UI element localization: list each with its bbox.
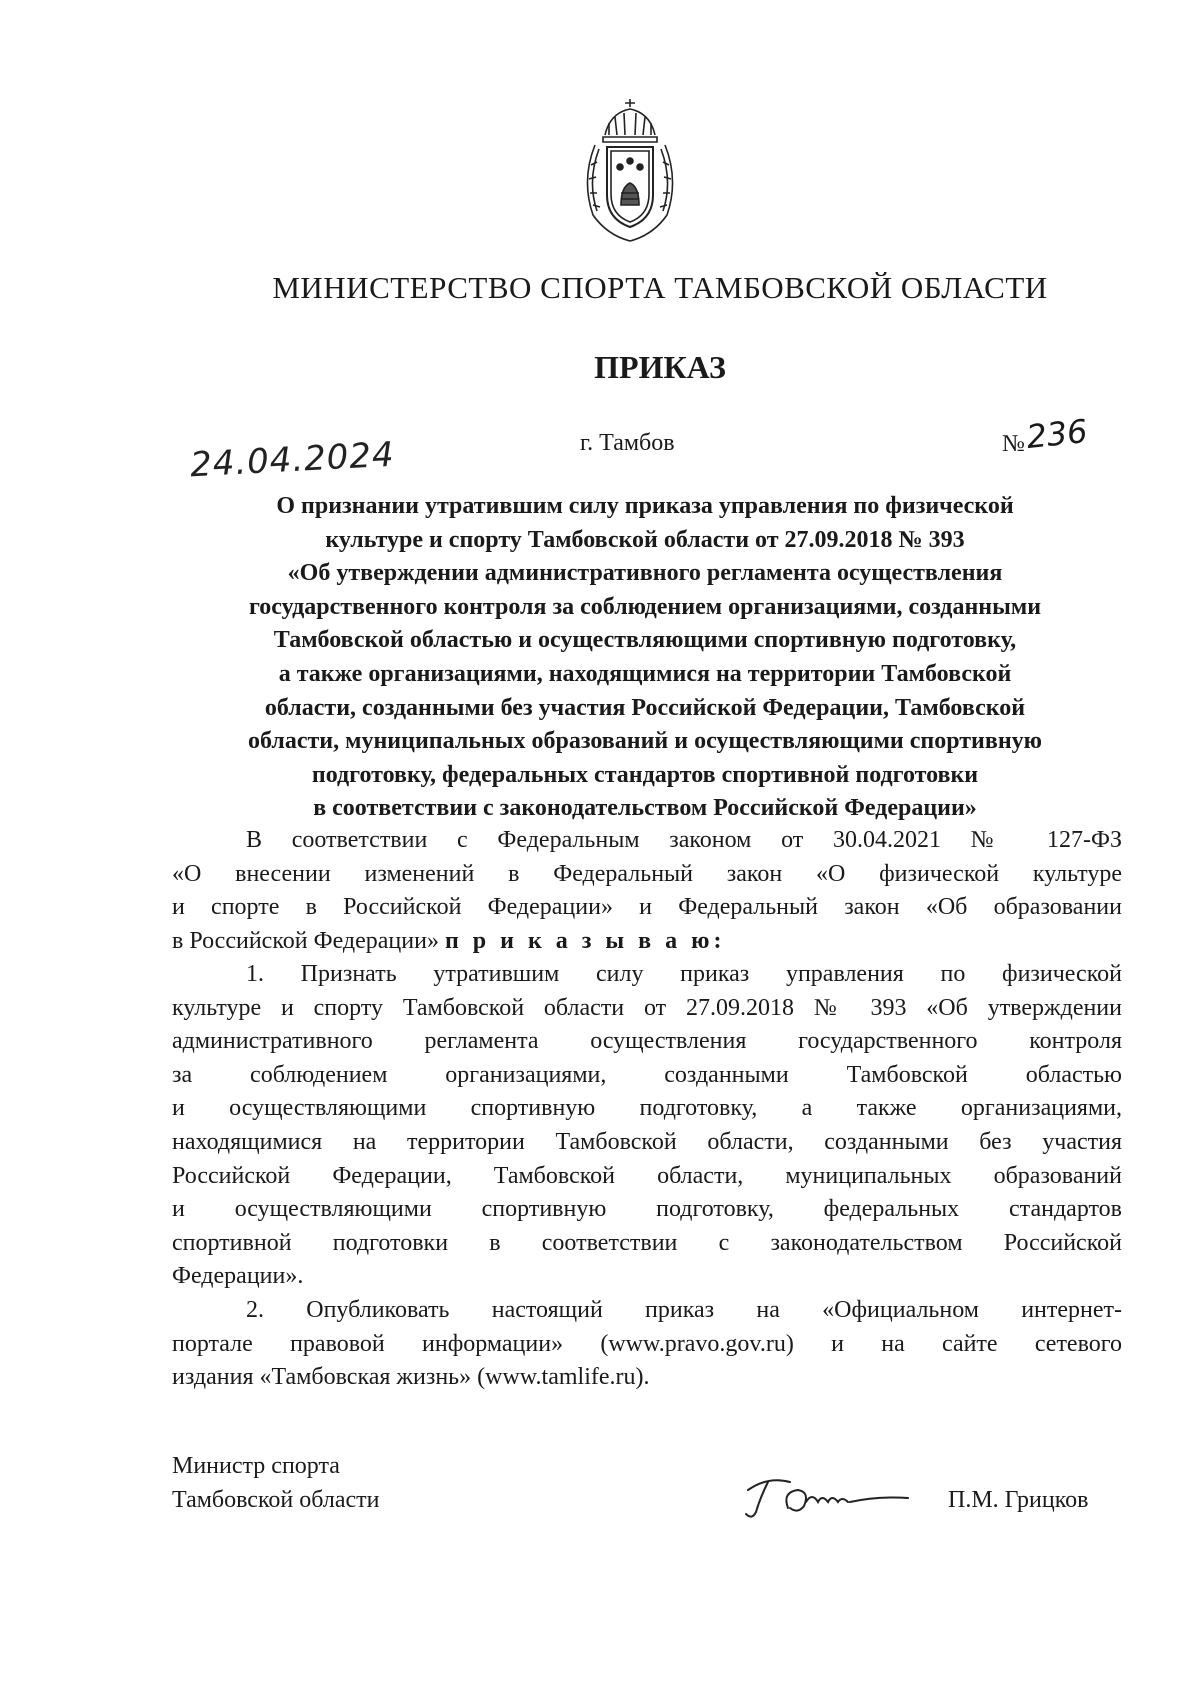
ministry-name: МИНИСТЕРСТВО СПОРТА ТАМБОВСКОЙ ОБЛАСТИ	[272, 270, 1048, 305]
signer-position-line: Тамбовской области	[172, 1486, 380, 1513]
item-2-line: портале правовой информации» (www.pravo.gov.ru) и на сайте сетевого	[172, 1330, 1122, 1357]
item-1-line: культуре и спорту Тамбовской области от 27.09.2018 № 393 «Об утверждении	[172, 994, 1122, 1021]
title-line: области, созданными без участия Российской Федерации, Тамбовской	[264, 694, 1026, 721]
order-word: п р и к а з ы в а ю:	[444, 927, 726, 954]
preamble-line: и спорте в Российской Федерации» и Федеральный закон «Об образовании	[172, 894, 1122, 921]
item-1-line-last: Федерации».	[172, 1263, 304, 1290]
item-2-line-last: издания «Тамбовская жизнь» (www.tamlife.ru).	[172, 1364, 650, 1391]
title-line: культуре и спорту Тамбовской области от 27.09.2018 № 393	[325, 526, 965, 553]
title-line: области, муниципальных образований и осуществляющими спортивную	[247, 728, 1043, 755]
preamble-line-last	[172, 925, 1122, 959]
title-line: «Об утверждении административного регламента осуществления	[287, 560, 1003, 587]
item-2-paragraph	[172, 1294, 1122, 1395]
handwritten-date: 24.04.2024	[189, 434, 396, 486]
item-2-line: 2. Опубликовать настоящий приказ на «Официальном интернет-	[246, 1297, 1122, 1323]
handwritten-number: 236	[1024, 411, 1090, 457]
title-line: в соответствии с законодательством Российской Федерации»	[313, 795, 977, 822]
handwritten-signature	[738, 1468, 918, 1528]
coat-of-arms-emblem	[575, 95, 685, 245]
title-line: государственного контроля за соблюдением организациями, созданными	[248, 593, 1042, 620]
item-1-line: 1. Признать утратившим силу приказ управления по физической	[246, 961, 1122, 987]
city: г. Тамбов	[580, 430, 675, 456]
order-number	[1002, 411, 1090, 459]
signer-position-line: Министр спорта	[172, 1453, 340, 1479]
item-1-line: Российской Федерации, Тамбовской области, муниципальных образований	[172, 1162, 1122, 1189]
title-line: подготовку, федеральных стандартов спортивной подготовки	[311, 761, 979, 788]
item-1-line: административного регламента осуществления государственного контроля	[172, 1028, 1122, 1055]
preamble-line: В соответствии с Федеральным законом от 30.04.2021 № 127-ФЗ	[246, 827, 1122, 853]
signer-name: П.М. Грицков	[948, 1487, 1089, 1513]
number-sign: №	[1002, 431, 1025, 457]
title-line: а также организациями, находящимися на территории Тамбовской	[278, 660, 1012, 687]
item-1-line: спортивной подготовки в соответствии с законодательством Российской	[172, 1229, 1122, 1256]
document-type: ПРИКАЗ	[594, 349, 726, 385]
signer-position	[172, 1450, 379, 1517]
preamble-last-text: в Российской Федерации»	[172, 927, 439, 954]
title-line: О признании утратившим силу приказа управления по физической	[276, 493, 1014, 519]
preamble-paragraph	[172, 824, 1122, 958]
item-1-line: и осуществляющими спортивную подготовку, а также организациями,	[172, 1095, 1122, 1122]
item-1-line: находящимися на территории Тамбовской области, созданными без участия	[172, 1128, 1122, 1155]
item-1-line: за соблюдением организациями, созданными Тамбовской областью	[172, 1061, 1122, 1088]
title-line: Тамбовской областью и осуществляющими спортивную подготовку,	[273, 627, 1017, 654]
item-1-paragraph	[172, 958, 1122, 1294]
item-1-line: и осуществляющими спортивную подготовку, федеральных стандартов	[172, 1196, 1122, 1223]
preamble-line: «О внесении изменений в Федеральный закон «О физической культуре	[172, 860, 1122, 887]
order-title	[170, 490, 1120, 826]
